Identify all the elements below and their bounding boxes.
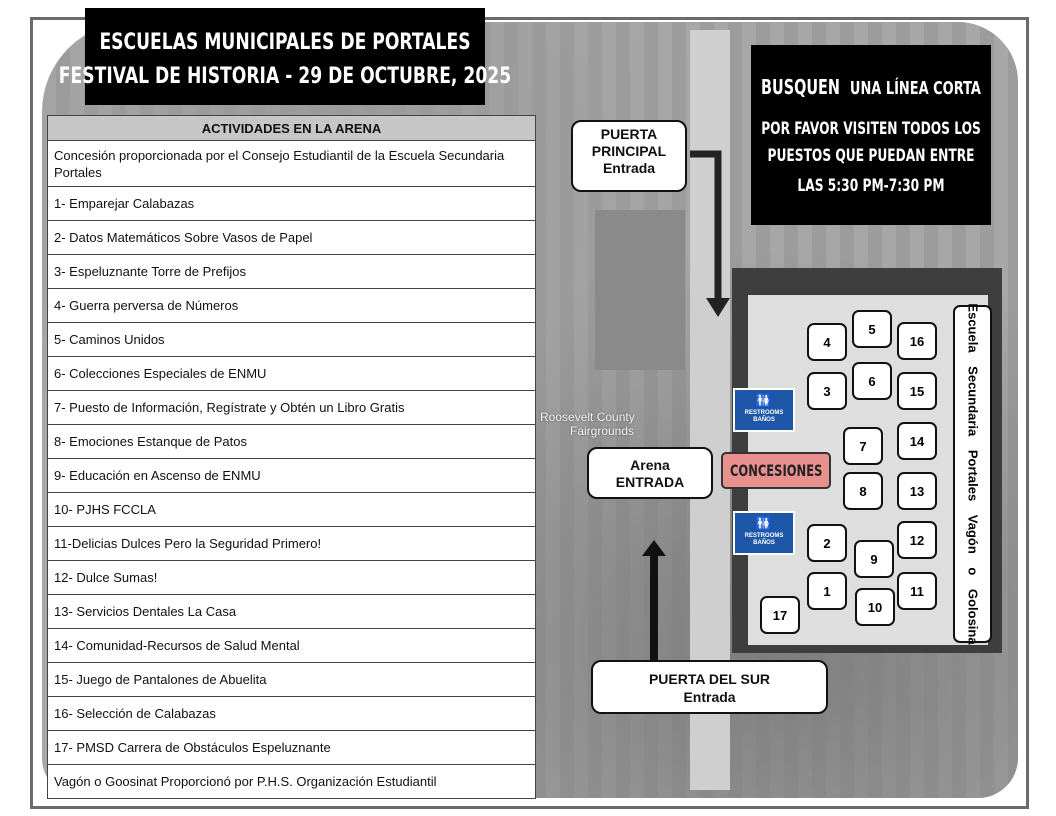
activity-text: 8- Emociones Estanque de Patos [48,425,536,459]
concessions-label [721,452,831,489]
restroom-icon: 🚻 [755,393,773,408]
side-school-label [953,305,992,643]
restroom-label-en: RESTROOMS [744,410,784,416]
activity-text: 1- Emparejar Calabazas [48,187,536,221]
activity-text: 2- Datos Matemáticos Sobre Vasos de Papel [48,221,536,255]
booth-3: 3 [807,372,847,410]
activity-text: 14- Comunidad-Recursos de Salud Mental [48,629,536,663]
title-line-1: ESCUELAS MUNICIPALES DE PORTALES [99,30,471,55]
notice-emphasis: BUSQUEN [761,75,840,99]
south-gate-line-1: PUERTA DEL SUR [648,671,771,687]
arena-line-2: ENTRADA [615,474,685,490]
activity-text: Vagón o Goosinat Proporcionó por P.H.S. Organización Estudiantil [48,765,536,799]
booth-5: 5 [852,310,892,348]
main-gate-line-3: Entrada [602,160,656,176]
restroom-label-en: RESTROOMS [744,533,784,539]
activity-text: 12- Dulce Sumas! [48,561,536,595]
main-gate-line-1: PUERTA [600,126,658,142]
activity-text: 10- PJHS FCCLA [48,493,536,527]
booth-10: 10 [855,588,895,626]
arena-entrance-label [587,447,713,499]
activity-text: 3- Espeluznante Torre de Prefijos [48,255,536,289]
fairgrounds-line-1: Roosevelt County [540,410,635,424]
south-gate-label [591,660,828,714]
activity-text: 4- Guerra perversa de Números [48,289,536,323]
booth-2: 2 [807,524,847,562]
activity-text: 16- Selección de Calabazas [48,697,536,731]
booth-6: 6 [852,362,892,400]
activity-text: 15- Juego de Pantalones de Abuelita [48,663,536,697]
main-gate-arrow [690,154,718,300]
notice-line-1-rest: UNA LÍNEA CORTA [849,78,981,99]
booth-13: 13 [897,472,937,510]
booth-1: 1 [807,572,847,610]
title-line-2: FESTIVAL DE HISTORIA - 29 DE OCTUBRE, 2025 [58,64,512,89]
notice-line-2: POR FAVOR VISITEN TODOS LOS [761,119,981,139]
booth-15: 15 [897,372,937,410]
booth-12: 12 [897,521,937,559]
activity-text: 6- Colecciones Especiales de ENMU [48,357,536,391]
side-school-text: Escuela Secundaria Portales Vagón o Golosina [965,303,980,645]
notice-line-3: PUESTOS QUE PUEDAN ENTRE [767,146,975,166]
activity-text: 5- Caminos Unidos [48,323,536,357]
restroom-label-es: BAÑOS [753,417,775,423]
arena-line-1: Arena [630,457,670,473]
booth-11: 11 [897,572,937,610]
restroom-icon: 🚻 [755,516,773,531]
restroom-sign-south [733,511,795,555]
notice-hours: LAS 5:30 PM-7:30 PM [797,176,945,196]
concessions-text: CONCESIONES [729,461,823,480]
booth-4: 4 [807,323,847,361]
fairgrounds-line-2: Fairgrounds [570,424,635,438]
booth-16: 16 [897,322,937,360]
activity-text: 11-Delicias Dulces Pero la Seguridad Primero! [48,527,536,561]
booth-9: 9 [854,540,894,578]
booth-17: 17 [760,596,800,634]
main-gate-line-2: PRINCIPAL [591,143,667,159]
activity-text: Concesión proporcionada por el Consejo Estudiantil de la Escuela Secundaria Portales [48,141,536,187]
main-gate-arrowhead [706,298,730,317]
booth-14: 14 [897,422,937,460]
booth-8: 8 [843,472,883,510]
south-arrowhead [642,540,666,556]
activity-text: 13- Servicios Dentales La Casa [48,595,536,629]
restroom-label-es: BAÑOS [753,540,775,546]
booth-7: 7 [843,427,883,465]
activities-header: ACTIVIDADES EN LA ARENA [48,116,536,141]
activity-text: 7- Puesto de Información, Regístrate y Obtén un Libro Gratis [48,391,536,425]
restroom-sign-north [733,388,795,432]
south-gate-line-2: Entrada [683,689,736,705]
activity-text: 9- Educación en Ascenso de ENMU [48,459,536,493]
activity-text: 17- PMSD Carrera de Obstáculos Espeluznante [48,731,536,765]
